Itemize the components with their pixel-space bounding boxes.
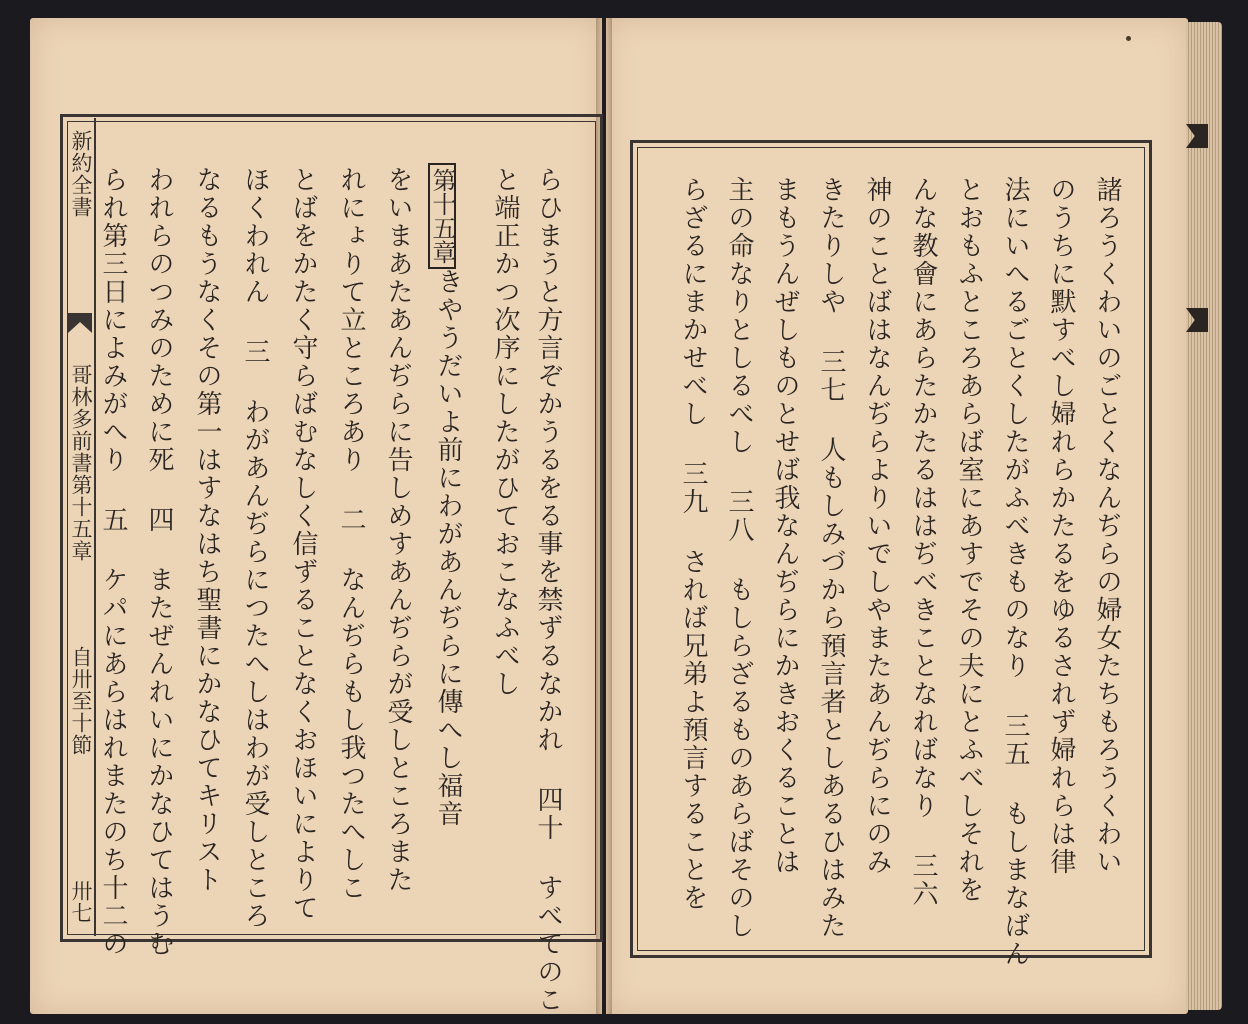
running-head-chapter: 哥林多前書第十五章 [69,364,93,562]
text-column: れにょりて立ところあり 二 なんぢらもし我つたへしこ [336,166,366,902]
text-column: ほくわれん 三 わがあんぢらにつたへしはわが受しところ [240,166,270,930]
text-column: なるもうなくその第一はすなはち聖書にかなひてキリスト [192,166,222,894]
running-head-verses: 自卅至十節 [69,646,93,756]
text-column: きやうだいよ前にわがあんぢらに傳へし福音 [433,268,463,828]
text-column: をいまあたあんぢらに告しめすあんぢらが受しところまた [383,166,413,894]
text-column: られ第三日によみがへり 五 ケパにあらはれまたのち十二の [98,166,128,958]
right-page-content [606,18,1188,1014]
page-edges [1186,22,1222,1010]
text-column: と端正かつ次序にしたがひておこなふべし [490,166,520,698]
text-column: とおもふところあらば室にあすでその夫にとふべしそれを [954,176,984,904]
left-page-content [30,18,602,1014]
running-head-title: 新約全書 [69,130,93,218]
page-number: 卅七 [69,880,93,924]
text-column: われらのつみのために死 四 またぜんれいにかなひてはうむ [144,166,174,958]
fishtail-ornament [68,313,92,333]
text-column: きたりしや 三七 人もしみづから預言者としあるひはみた [816,176,846,940]
text-column: 神のことばはなんぢらよりいでしやまたあんぢらにのみ [862,176,892,876]
text-column: らざるにまかせべし 三九 されば兄弟よ預言することを [678,176,708,912]
text-column: 諸ろうくわいのごとくなんぢらの婦女たちもろうくわい [1092,176,1122,876]
text-column: 法にいへるごとくしたがふべきものなり 三五 もしまなばん [1000,176,1030,968]
text-column: まもうんぜしものとせば我なんぢらにかきおくることは [770,176,800,876]
left-text-frame [60,114,603,942]
text-column: のうちに默すべし婦れらかたるをゆるされず婦れらは律 [1046,176,1076,876]
text-column: 主の命なりとしるべし 三八 もしらざるものあらばそのし [724,176,754,940]
chapter-heading: 第十五章 [428,163,456,269]
text-column: らひまうと方言ぞかうるをる事を禁ずるなかれ 四十 すべてのこ [533,166,563,1014]
text-column: んな教會にあらたかたるははぢべきことなればなり 三六 [908,176,938,908]
text-column: とばをかたく守らばむなしく信ずることなくおほいによりて [288,166,318,922]
